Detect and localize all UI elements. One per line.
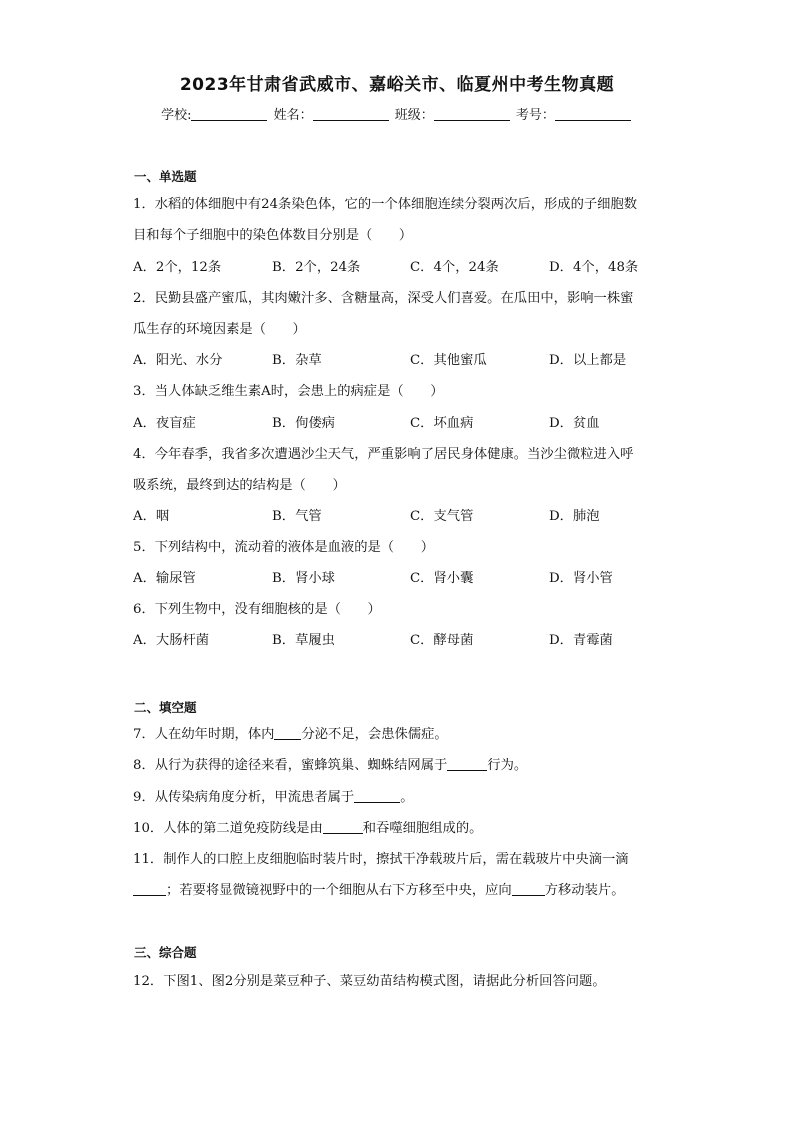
q6-option-c[interactable]: C．酵母菌 (410, 633, 474, 648)
q2-option-c[interactable]: C．其他蜜瓜 (410, 353, 487, 368)
q10-text-b: 和吞噬细胞组成的。 (362, 821, 483, 836)
q8-text-b: 行为。 (487, 758, 528, 773)
q7-text-b: 分泌不足，会患侏儒症。 (301, 727, 448, 742)
q7-line (133, 723, 448, 742)
q4-option-d[interactable]: D．肺泡 (549, 509, 600, 524)
section-heading-single-choice: 一、单选题 (134, 169, 197, 184)
name-label: 姓名： (273, 108, 313, 123)
q11-text-b: 方移动装片。 (544, 883, 625, 898)
q1-option-c[interactable]: C．4个，24条 (410, 260, 499, 275)
q1-option-a[interactable]: A．2个，12条 (133, 260, 222, 275)
q11-answer-blank-2[interactable] (512, 881, 545, 896)
q3-option-c[interactable]: C．坏血病 (410, 416, 474, 431)
q2-stem-line2: 瓜生存的环境因素是（ ） (133, 322, 306, 337)
q9-text-a: 9．从传染病角度分析，甲流患者属于 (133, 790, 355, 805)
q10-answer-blank[interactable] (323, 819, 363, 834)
q5-option-c[interactable]: C．肾小囊 (410, 571, 474, 586)
q11-line1: 11．制作人的口腔上皮细胞临时装片时，擦拭干净载玻片后，需在载玻片中央滴一滴 (133, 852, 629, 867)
name-blank[interactable] (313, 106, 389, 121)
q8-answer-blank[interactable] (447, 756, 487, 771)
exam-number-label: 考号： (515, 108, 555, 123)
school-label: 学校: (161, 108, 192, 123)
student-info-row (0, 104, 794, 123)
q7-answer-blank[interactable] (274, 725, 301, 740)
school-blank[interactable] (191, 106, 267, 121)
q2-options (133, 349, 693, 367)
q11-answer-blank-1[interactable] (133, 881, 166, 896)
q4-stem-line2: 吸系统，最终到达的结构是（ ） (133, 478, 346, 493)
q1-options (133, 256, 693, 274)
q1-option-d[interactable]: D．4个，48条 (549, 260, 639, 275)
q10-line (133, 817, 482, 836)
q3-options (133, 412, 693, 430)
q6-option-a[interactable]: A．大肠杆菌 (133, 633, 210, 648)
q9-answer-blank[interactable] (354, 788, 400, 803)
q5-option-a[interactable]: A．输尿管 (133, 571, 196, 586)
exam-title: 2023年甘肃省武威市、嘉峪关市、临夏州中考生物真题 (179, 75, 615, 95)
q6-option-b[interactable]: B．草履虫 (272, 633, 335, 648)
q5-stem: 5．下列结构中，流动着的液体是血液的是（ ） (133, 540, 434, 555)
q4-option-b[interactable]: B．气管 (272, 509, 322, 524)
q2-stem-line1: 2．民勤县盛产蜜瓜，其肉嫩汁多、含糖量高，深受人们喜爱。在瓜田中，影响一株蜜 (133, 291, 634, 306)
q10-text-a: 10．人体的第二道免疫防线是由 (133, 821, 323, 836)
q7-text-a: 7．人在幼年时期，体内 (133, 727, 275, 742)
q3-option-b[interactable]: B．佝偻病 (272, 416, 335, 431)
q12-stem: 12．下图1、图2分别是菜豆种子、菜豆幼苗结构模式图，请据此分析回答问题。 (133, 974, 606, 989)
q8-text-a: 8．从行为获得的途径来看，蜜蜂筑巢、蜘蛛结网属于 (133, 758, 448, 773)
q8-line (133, 754, 527, 773)
q5-option-b[interactable]: B．肾小球 (272, 571, 335, 586)
q11-text-a: ；若要将显微镜视野中的一个细胞从右下方移至中央，应向 (166, 883, 512, 898)
q6-option-d[interactable]: D．青霉菌 (549, 633, 613, 648)
q1-option-b[interactable]: B．2个，24条 (272, 260, 361, 275)
class-label: 班级： (394, 108, 434, 123)
q6-options (133, 629, 693, 647)
q4-option-c[interactable]: C．支气管 (410, 509, 474, 524)
q3-option-a[interactable]: A．夜盲症 (133, 416, 196, 431)
section-heading-comprehensive: 三、综合题 (134, 945, 197, 960)
q6-stem: 6．下列生物中，没有细胞核的是（ ） (133, 602, 381, 617)
q4-option-a[interactable]: A．咽 (133, 509, 170, 524)
exam-number-blank[interactable] (555, 106, 631, 121)
q4-options (133, 505, 693, 523)
q9-line (133, 786, 414, 805)
q9-text-b: 。 (400, 790, 414, 805)
q1-stem-line1: 1．水稻的体细胞中有24条染色体，它的一个体细胞连续分裂两次后，形成的子细胞数 (133, 197, 638, 212)
q5-options (133, 567, 693, 585)
q4-stem-line1: 4．今年春季，我省多次遭遇沙尘天气，严重影响了居民身体健康。当沙尘微粒进入呼 (133, 447, 634, 462)
q2-option-d[interactable]: D．以上都是 (549, 353, 627, 368)
q5-option-d[interactable]: D．肾小管 (549, 571, 613, 586)
q3-option-d[interactable]: D．贫血 (549, 416, 600, 431)
q1-stem-line2: 目和每个子细胞中的染色体数目分别是（ ） (133, 228, 413, 243)
class-blank[interactable] (434, 106, 510, 121)
q11-line2 (133, 879, 625, 898)
q3-stem: 3．当人体缺乏维生素A时，会患上的病症是（ ） (133, 384, 444, 399)
q2-option-a[interactable]: A．阳光、水分 (133, 353, 223, 368)
q2-option-b[interactable]: B．杂草 (272, 353, 322, 368)
section-heading-fill-blank: 二、填空题 (134, 700, 197, 715)
